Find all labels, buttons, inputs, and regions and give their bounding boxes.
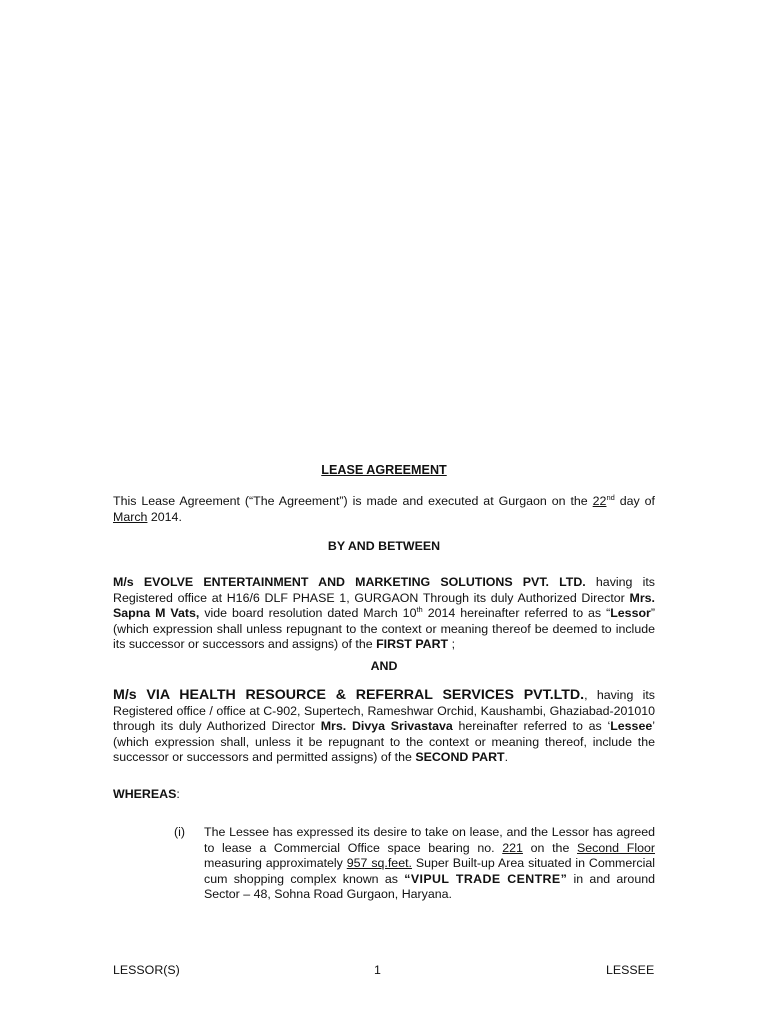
first-party-text-2: vide board resolution dated March 10 <box>199 606 417 621</box>
intro-text-1: This Lease Agreement (“The Agreement”) is made and executed at Gurgaon on the <box>113 494 593 508</box>
second-party-text-4: . <box>504 750 509 765</box>
intro-day: 22 <box>592 494 607 508</box>
first-party-text-5: ; <box>448 637 456 652</box>
footer-page-number: 1 <box>374 963 381 977</box>
footer-lessor-label: LESSOR(S) <box>113 963 180 977</box>
lessor-role-label: Lessor <box>610 606 651 621</box>
recital-text <box>204 825 655 903</box>
intro-month: March <box>113 509 148 524</box>
recital-number: (i) <box>174 825 186 839</box>
first-party-paragraph <box>113 575 655 653</box>
complex-name: “VIPUL TRADE CENTRE” <box>404 871 568 886</box>
lessee-director-name: Mrs. Divya Srivastava <box>320 719 453 734</box>
intro-text-3: 2014. <box>147 509 182 524</box>
recital-text-2: on the <box>522 840 578 855</box>
floor-label: Second Floor <box>577 840 655 855</box>
area-value: 957 sq.feet. <box>346 856 412 871</box>
resolution-date-suffix: th <box>416 605 423 615</box>
second-party-text-1: , having its Registered office / office at C-902, Supertech, Rameshwar Orchid, Kaushambi, Ghaziabad-201010 through its duly Authorized Director <box>113 688 655 734</box>
and-heading: AND <box>370 659 398 673</box>
whereas-heading <box>113 787 180 801</box>
second-party-text-3: ’ (which expression shall, unless it be repugnant to the context or meaning thereof, include the successor or successors and permitted assigns) of the <box>113 719 655 765</box>
document-title: LEASE AGREEMENT <box>321 463 447 477</box>
first-party-text-3: 2014 hereinafter referred to as “ <box>422 606 611 621</box>
first-party-text-1: having its Registered office at H16/6 DLF PHASE 1, GURGAON Through its duly Authorized Director <box>113 575 655 605</box>
recital-text-3: measuring approximately <box>204 856 347 871</box>
footer-lessee-label: LESSEE <box>606 963 655 977</box>
recital-text-5: in and around Sector – 48, Sohna Road Gurgaon, Haryana. <box>204 871 655 902</box>
whereas-label: WHEREAS <box>113 787 177 801</box>
unit-number: 221 <box>502 840 523 855</box>
second-party-paragraph <box>113 688 655 766</box>
first-part-label: FIRST PART <box>376 637 449 652</box>
intro-text-2: day of <box>614 494 656 508</box>
recital-text-4: Super Built-up Area situated in Commercial cum shopping complex known as <box>204 856 655 886</box>
lessee-role-label: Lessee <box>610 719 653 734</box>
first-party-text-4: ” (which expression shall unless repugnant to the context or meaning thereof be deemed to include its successor or successors and assigns) of the <box>113 606 655 652</box>
recital-text-1: The Lessee has expressed its desire to take on lease, and the Lessor has agreed to lease a Commercial Office space bearing no. <box>204 825 655 855</box>
second-part-label: SECOND PART <box>415 750 505 765</box>
whereas-colon: : <box>176 787 180 801</box>
lessee-company-name: M/s VIA HEALTH RESOURCE & REFERRAL SERVICES PVT.LTD. <box>113 687 585 703</box>
second-party-text-2: hereinafter referred to as ‘ <box>452 719 611 734</box>
intro-day-suffix: nd <box>606 492 615 502</box>
lessor-company-name: M/s EVOLVE ENTERTAINMENT AND MARKETING SOLUTIONS PVT. LTD. <box>113 575 586 589</box>
lessor-director-name: Mrs. Sapna M Vats, <box>113 590 655 621</box>
intro-paragraph <box>113 494 655 525</box>
by-and-between-heading: BY AND BETWEEN <box>327 539 441 553</box>
